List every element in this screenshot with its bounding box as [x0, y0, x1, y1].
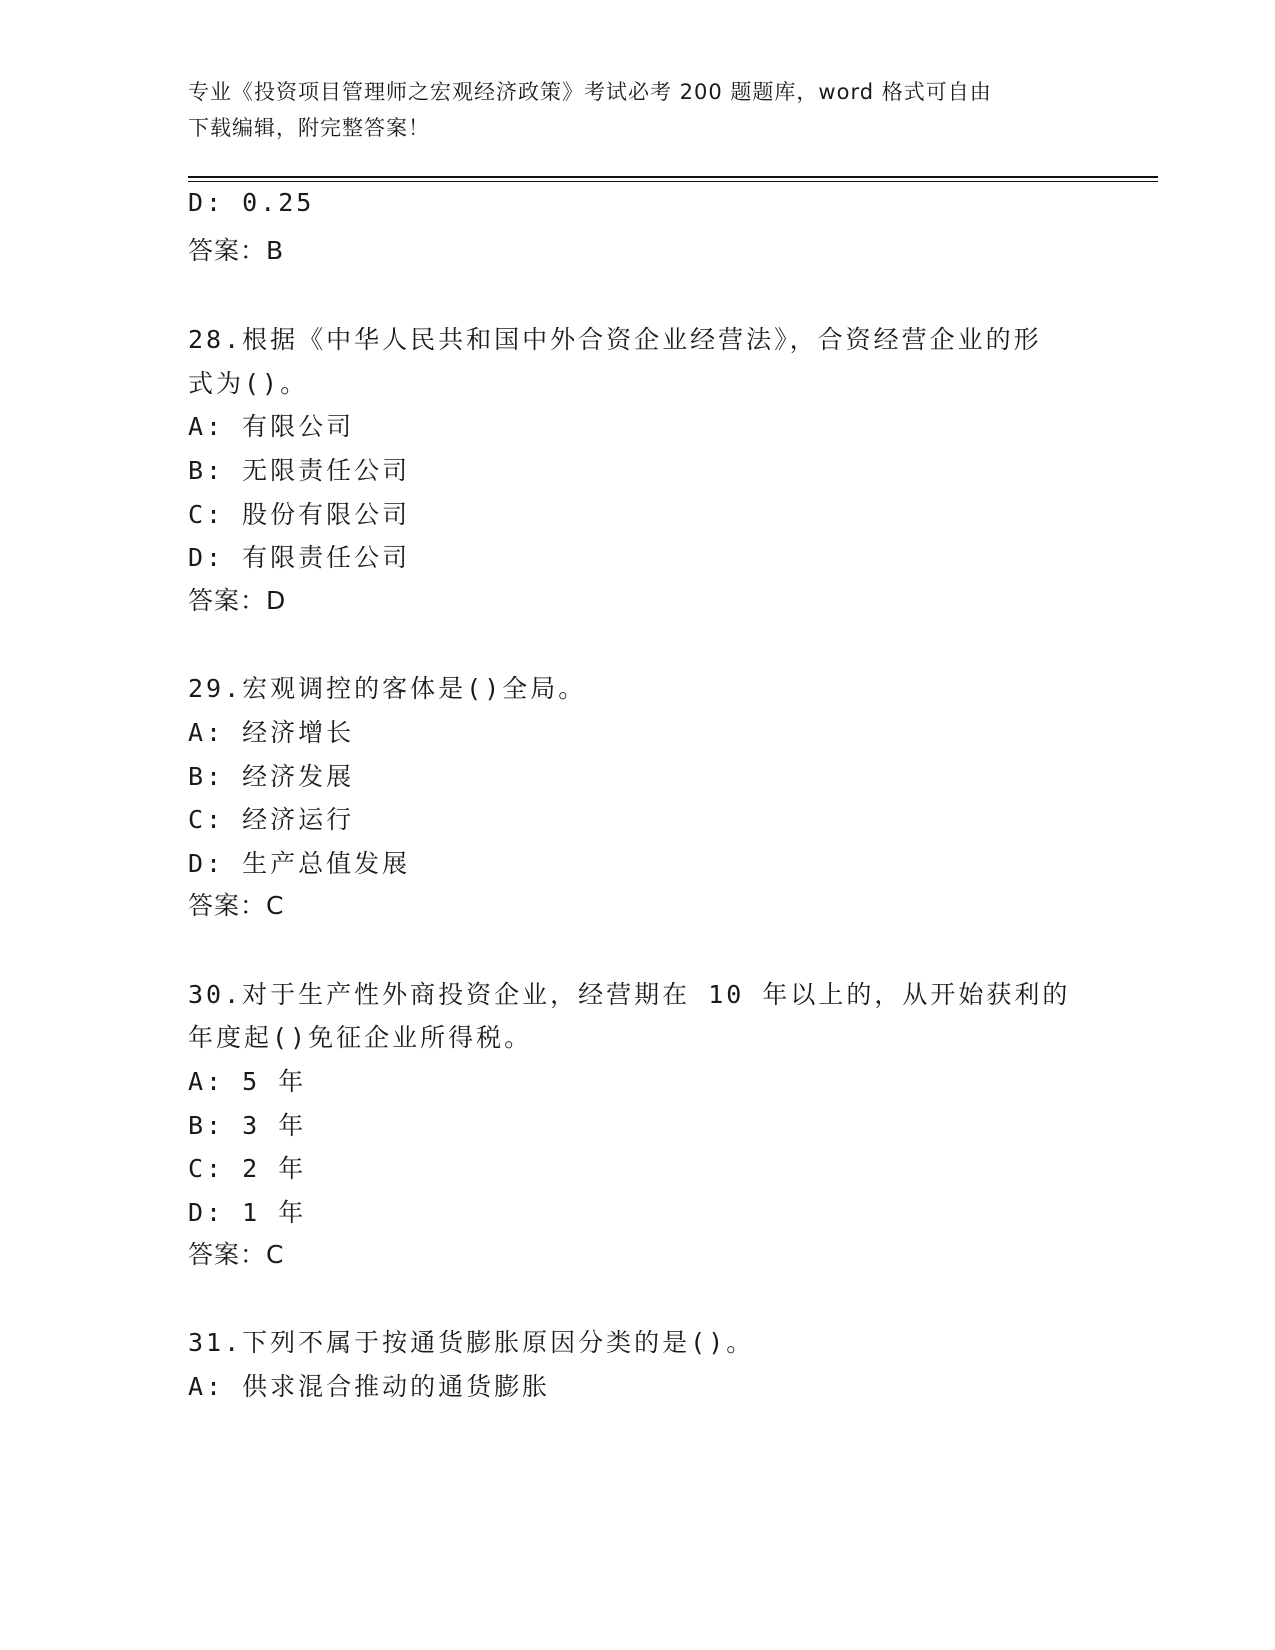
option-line: A: 供求混合推动的通货膨胀 — [188, 1372, 551, 1401]
option-line: B: 无限责任公司 — [188, 456, 411, 485]
question-line: 29.宏观调控的客体是()全局。 — [188, 674, 587, 703]
answer-line: 答案：B — [188, 236, 285, 265]
question-line: 30.对于生产性外商投资企业，经营期在 10 年以上的，从开始获利的 — [188, 980, 1071, 1009]
option-line: D: 有限责任公司 — [188, 543, 411, 572]
option-line: D: 0.25 — [188, 188, 315, 217]
option-line: B: 3 年 — [188, 1111, 307, 1140]
answer-line: 答案：D — [188, 586, 287, 615]
header-line-1: 专业《投资项目管理师之宏观经济政策》考试必考 200 题题库，word 格式可自由 — [188, 80, 992, 104]
header-line-2: 下载编辑，附完整答案！ — [188, 116, 430, 140]
option-line: D: 1 年 — [188, 1198, 307, 1227]
option-line: C: 股份有限公司 — [188, 500, 411, 529]
question-line: 31.下列不属于按通货膨胀原因分类的是()。 — [188, 1328, 755, 1357]
option-line: C: 经济运行 — [188, 805, 355, 834]
answer-line: 答案：C — [188, 1240, 285, 1269]
option-line: B: 经济发展 — [188, 762, 355, 791]
option-line: A: 有限公司 — [188, 412, 355, 441]
question-line: 28.根据《中华人民共和国中外合资企业经营法》，合资经营企业的形 — [188, 325, 1042, 354]
question-line: 式为()。 — [188, 369, 309, 398]
option-line: D: 生产总值发展 — [188, 849, 411, 878]
question-line: 年度起()免征企业所得税。 — [188, 1023, 533, 1052]
answer-line: 答案：C — [188, 891, 285, 920]
option-line: A: 5 年 — [188, 1067, 307, 1096]
option-line: C: 2 年 — [188, 1154, 307, 1183]
option-line: A: 经济增长 — [188, 718, 355, 747]
header-divider — [188, 176, 1158, 182]
document-header — [188, 74, 1088, 146]
